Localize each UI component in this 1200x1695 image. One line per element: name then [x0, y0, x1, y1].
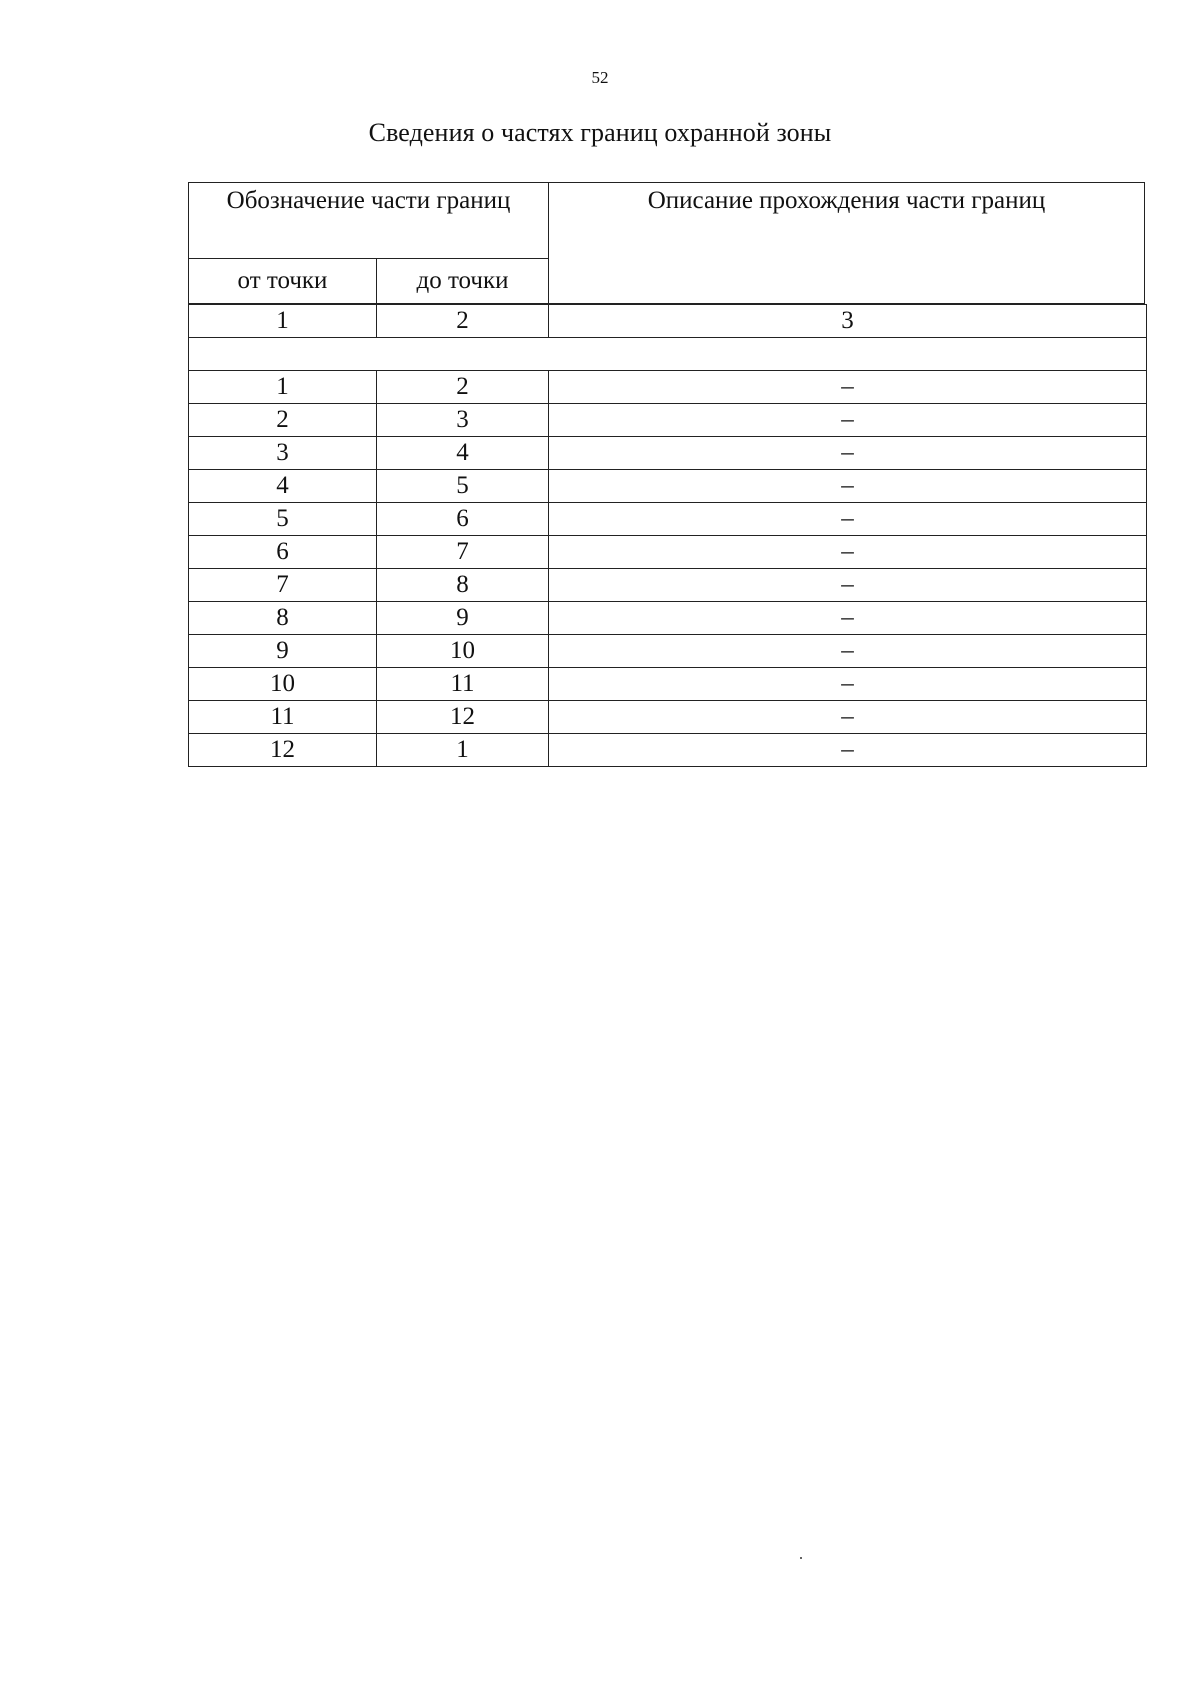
cell-from-point: 8 [189, 602, 377, 635]
boundary-parts-table [188, 304, 1147, 767]
cell-from-point: 11 [189, 701, 377, 734]
cell-to-point: 6 [377, 503, 549, 536]
cell-from-point: 6 [189, 536, 377, 569]
cell-from-point: 3 [189, 437, 377, 470]
header-to-point: до точки [377, 259, 549, 304]
section-label [189, 338, 1147, 371]
cell-to-point: 3 [377, 404, 549, 437]
table-row [189, 734, 1147, 767]
cell-description: – [549, 437, 1147, 470]
column-number: 1 [189, 305, 377, 338]
cell-description: – [549, 569, 1147, 602]
column-number-row [189, 305, 1147, 338]
table-row [189, 635, 1147, 668]
table-header [188, 182, 1145, 304]
cell-to-point: 1 [377, 734, 549, 767]
cell-from-point: 2 [189, 404, 377, 437]
header-from-point: от точки [189, 259, 377, 304]
cell-from-point: 12 [189, 734, 377, 767]
cell-description: – [549, 470, 1147, 503]
cell-description: – [549, 635, 1147, 668]
section-row [189, 338, 1147, 371]
cell-description: – [549, 602, 1147, 635]
table-row [189, 701, 1147, 734]
header-boundary-description: Описание прохождения части границ [549, 183, 1145, 304]
cell-to-point: 10 [377, 635, 549, 668]
cell-description: – [549, 503, 1147, 536]
cell-to-point: 8 [377, 569, 549, 602]
table-body [189, 305, 1147, 767]
table-row [189, 437, 1147, 470]
cell-to-point: 4 [377, 437, 549, 470]
table-row [189, 668, 1147, 701]
table-row [189, 404, 1147, 437]
cell-description: – [549, 668, 1147, 701]
table-row [189, 470, 1147, 503]
cell-from-point: 7 [189, 569, 377, 602]
cell-description: – [549, 536, 1147, 569]
cell-description: – [549, 371, 1147, 404]
column-number: 2 [377, 305, 549, 338]
cell-from-point: 5 [189, 503, 377, 536]
page-number: 52 [591, 68, 609, 87]
cell-to-point: 2 [377, 371, 549, 404]
stray-mark [800, 1557, 802, 1559]
cell-to-point: 12 [377, 701, 549, 734]
cell-description: – [549, 701, 1147, 734]
cell-description: – [549, 734, 1147, 767]
cell-from-point: 1 [189, 371, 377, 404]
table-row [189, 536, 1147, 569]
cell-from-point: 4 [189, 470, 377, 503]
table-row [189, 503, 1147, 536]
header-boundary-part-designation: Обозначение части границ [189, 183, 549, 259]
cell-to-point: 7 [377, 536, 549, 569]
cell-description: – [549, 404, 1147, 437]
column-number: 3 [549, 305, 1147, 338]
cell-from-point: 9 [189, 635, 377, 668]
cell-to-point: 5 [377, 470, 549, 503]
table-row [189, 371, 1147, 404]
cell-from-point: 10 [189, 668, 377, 701]
table-row [189, 602, 1147, 635]
cell-to-point: 11 [377, 668, 549, 701]
document-title: Сведения о частях границ охранной зоны [368, 118, 832, 147]
table-row [189, 569, 1147, 602]
cell-to-point: 9 [377, 602, 549, 635]
